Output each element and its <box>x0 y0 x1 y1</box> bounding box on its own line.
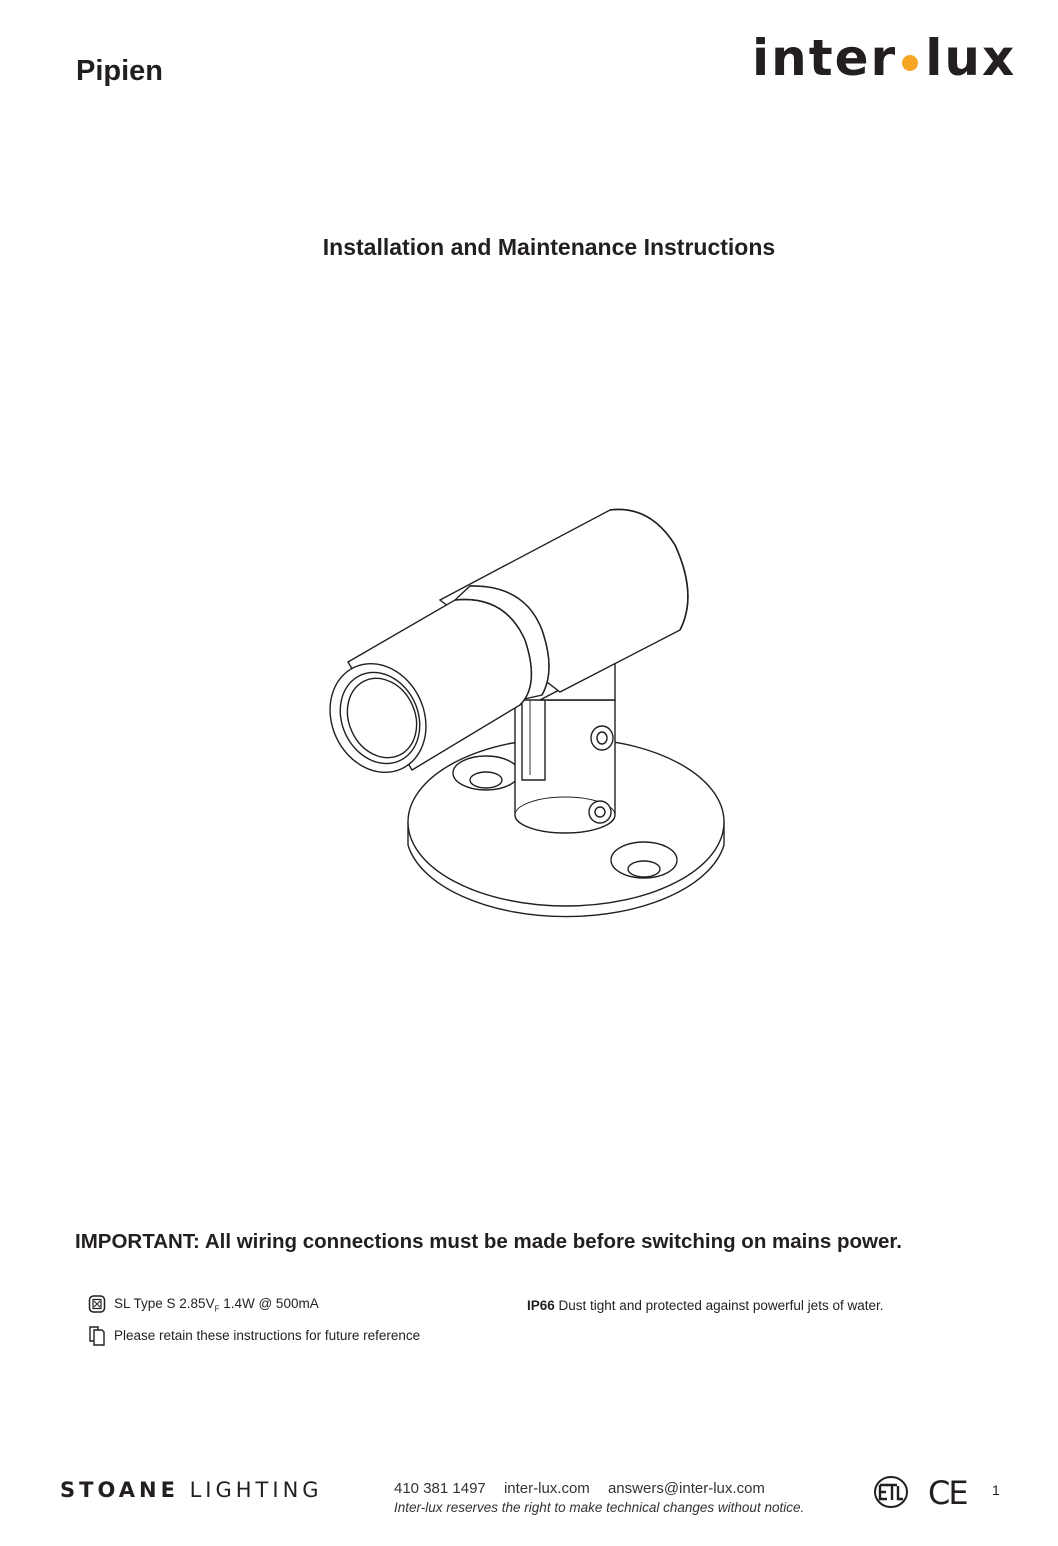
led-source-icon <box>88 1294 106 1316</box>
logo-text-left: inter <box>752 29 898 87</box>
retain-instructions-text: Please retain these instructions for future reference <box>114 1327 421 1343</box>
led-spec-row <box>88 1294 319 1316</box>
disclaimer: Inter-lux reserves the right to make technical changes without notice. <box>394 1500 805 1515</box>
document-title: Installation and Maintenance Instructions <box>322 234 776 260</box>
email-link[interactable]: answers@inter-lux.com <box>607 1480 765 1497</box>
document-copy-icon <box>88 1324 106 1346</box>
contact-line <box>394 1480 779 1497</box>
stoane-lighting-logo: STOANE LIGHTING <box>60 1478 323 1502</box>
logo-text-right: lux <box>925 29 1017 87</box>
page-number: 1 <box>992 1482 1000 1498</box>
website-link[interactable]: inter-lux.com <box>503 1480 590 1497</box>
logo-dot <box>902 55 918 71</box>
led-spec-text: SL Type S $2.85V_F$ 1.4W @ 500mA <box>114 1296 319 1314</box>
ip-description: Dust tight and protected against powerful jets of water. <box>554 1298 884 1313</box>
product-title: Pipien <box>76 55 164 87</box>
ce-mark: CE <box>928 1474 967 1512</box>
interlux-logo <box>752 28 1016 88</box>
important-wiring-notice: IMPORTANT: All wiring connections must be made before switching on mains power. <box>75 1230 902 1253</box>
retain-instructions-row <box>88 1324 420 1346</box>
ip-code: IP66 <box>527 1298 555 1313</box>
phone-number: 410 381 1497 <box>394 1480 486 1497</box>
spotlight-fixture-drawing <box>300 480 760 950</box>
ip-rating <box>527 1298 883 1313</box>
etl-mark <box>872 1474 910 1510</box>
